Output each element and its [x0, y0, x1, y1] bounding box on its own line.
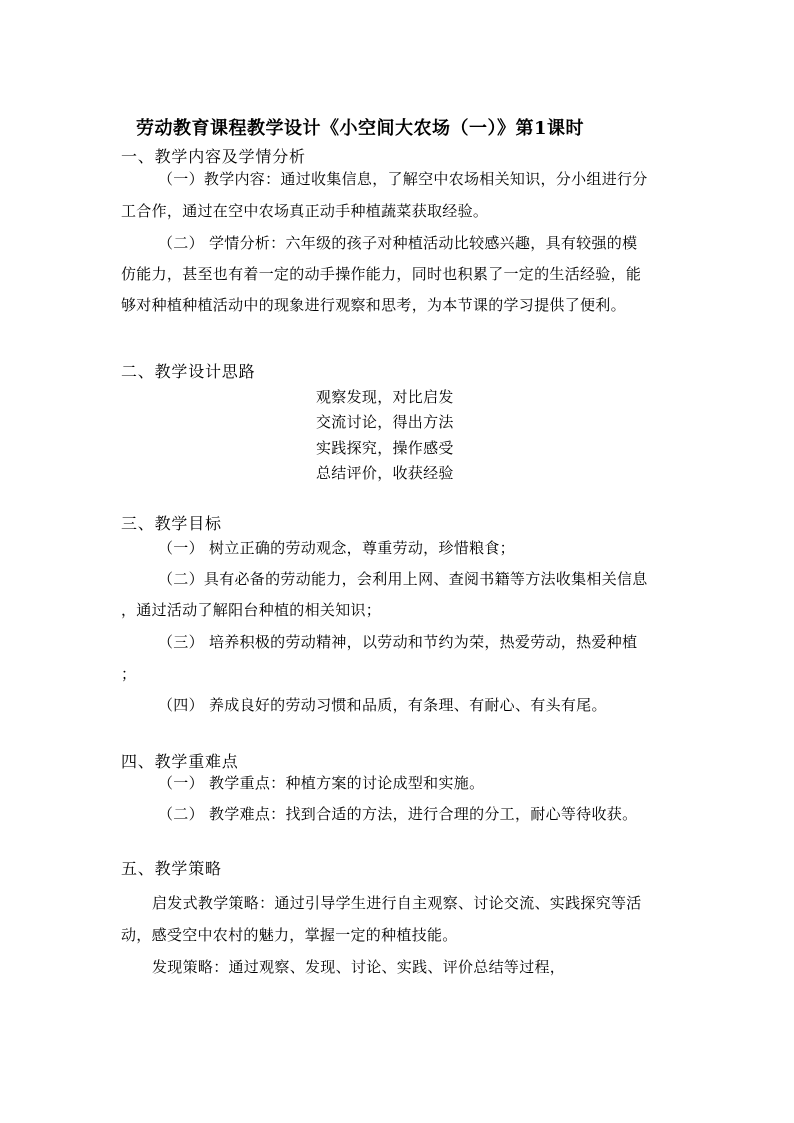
design-step: 观察发现，对比启发 — [316, 388, 454, 406]
goal-item: ，通过活动了解阳台种植的相关知识； — [121, 601, 382, 619]
section-heading-4: 四、教学重难点 — [121, 752, 239, 771]
key-point-item: （一） 教学重点：种植方案的讨论成型和实施。 — [158, 774, 485, 792]
paragraph-line: （二） 学情分析：六年级的孩子对种植活动比较感兴趣，具有较强的模 — [158, 234, 638, 252]
design-step: 总结评价，收获经验 — [316, 463, 454, 482]
paragraph-line: 启发式教学策略：通过引导学生进行自主观察、讨论交流、实践探究等活 — [152, 894, 642, 912]
paragraph-line: 发现策略：通过观察、发现、讨论、实践、评价总结等过程， — [152, 958, 566, 976]
section-heading-1: 一、教学内容及学情分析 — [121, 147, 306, 166]
design-step: 实践探究，操作感受 — [316, 438, 454, 457]
paragraph-line: 够对种植种植活动中的现象进行观察和思考，为本节课的学习提供了便利。 — [121, 296, 626, 314]
design-flow-list — [316, 385, 454, 486]
document-title: 劳动教育课程教学设计《小空间大农场（一）》第1课时 — [136, 118, 585, 139]
paragraph-line: 仿能力，甚至也有着一定的动手操作能力，同时也积累了一定的生活经验，能 — [121, 265, 642, 283]
design-step: 交流讨论，得出方法 — [316, 413, 454, 432]
section-heading-3: 三、教学目标 — [121, 514, 222, 533]
goal-item: （三） 培养积极的劳动精神，以劳动和节约为荣，热爱劳动，热爱种植 — [158, 633, 638, 651]
key-point-item: （二） 教学难点：找到合适的方法，进行合理的分工，耐心等待收获。 — [158, 805, 638, 823]
paragraph-line: 动，感受空中农村的魅力，掌握一定的种植技能。 — [121, 926, 458, 944]
goal-item: （一） 树立正确的劳动观念，尊重劳动，珍惜粮食； — [158, 539, 515, 557]
paragraph-line: （一）教学内容：通过收集信息，了解空中农场相关知识，分小组进行分 — [158, 170, 648, 188]
section-heading-2: 二、教学设计思路 — [121, 362, 256, 381]
goal-item: ； — [121, 665, 137, 683]
section-heading-5: 五、教学策略 — [121, 859, 222, 878]
goal-item: （二）具有必备的劳动能力，会利用上网、查阅书籍等方法收集相关信息 — [158, 570, 648, 588]
goal-item: （四） 养成良好的劳动习惯和品质，有条理、有耐心、有头有尾。 — [158, 696, 607, 714]
paragraph-line: 工合作，通过在空中农场真正动手种植蔬菜获取经验。 — [121, 202, 489, 220]
